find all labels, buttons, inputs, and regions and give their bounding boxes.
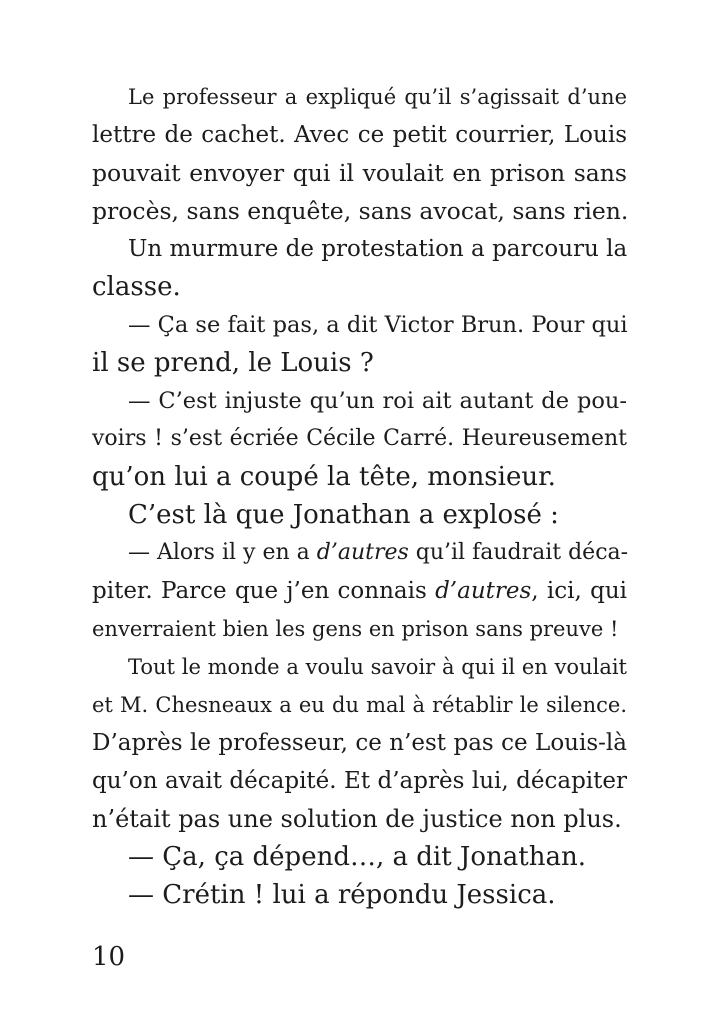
- text-line: qu’on lui a coupé la tête, monsieur.: [92, 462, 556, 492]
- line-segment: , ici, qui: [531, 578, 627, 604]
- text-line: n’était pas une solution de justice non plus.: [92, 805, 622, 833]
- text-line: Un murmure de protestation a parcouru la: [128, 236, 628, 262]
- text-line: — Ça se fait pas, a dit Victor Brun. Pour qui: [128, 312, 628, 338]
- text-line: C’est là que Jonathan a explosé :: [128, 500, 559, 530]
- text-line: — Ça, ça dépend…, a dit Jonathan.: [128, 842, 586, 872]
- line-segment: piter. Parce que j’en connais: [92, 578, 436, 604]
- text-line: D’après le professeur, ce n’est pas ce Louis-là: [92, 730, 627, 756]
- text-line: et M. Chesneaux a eu du mal à rétablir le silence.: [92, 693, 627, 717]
- line-segment: qu’il faudrait déca-: [408, 540, 629, 565]
- text-line: enverraient bien les gens en prison sans preuve !: [92, 617, 619, 641]
- text-line: procès, sans enquête, sans avocat, sans rien.: [92, 197, 629, 225]
- text-line: lettre de cachet. Avec ce petit courrier, Louis: [92, 122, 627, 148]
- text-line: [128, 534, 627, 572]
- text-line: Tout le monde a voulu savoir à qui il en voulait: [128, 655, 627, 679]
- text-line: — C’est injuste qu’un roi ait autant de pou-: [128, 388, 627, 414]
- line-segment: — Alors il y en a: [128, 540, 317, 565]
- text-line: pouvait envoyer qui il voulait en prison sans: [92, 159, 627, 187]
- text-line: [92, 572, 627, 610]
- emphasis: d’autres: [435, 578, 532, 604]
- text-line: qu’on avait décapité. Et d’après lui, décapiter: [92, 768, 627, 794]
- text-line: voirs ! s’est écriée Cécile Carré. Heureusement: [92, 426, 627, 451]
- page-number: 10: [92, 942, 126, 972]
- text-line: Le professeur a expliqué qu’il s’agissait d’une: [128, 85, 627, 109]
- emphasis: d’autres: [316, 540, 409, 565]
- text-line: classe.: [92, 272, 181, 302]
- text-line: il se prend, le Louis ?: [92, 348, 374, 378]
- text-line: — Crétin ! lui a répondu Jessica.: [128, 880, 556, 910]
